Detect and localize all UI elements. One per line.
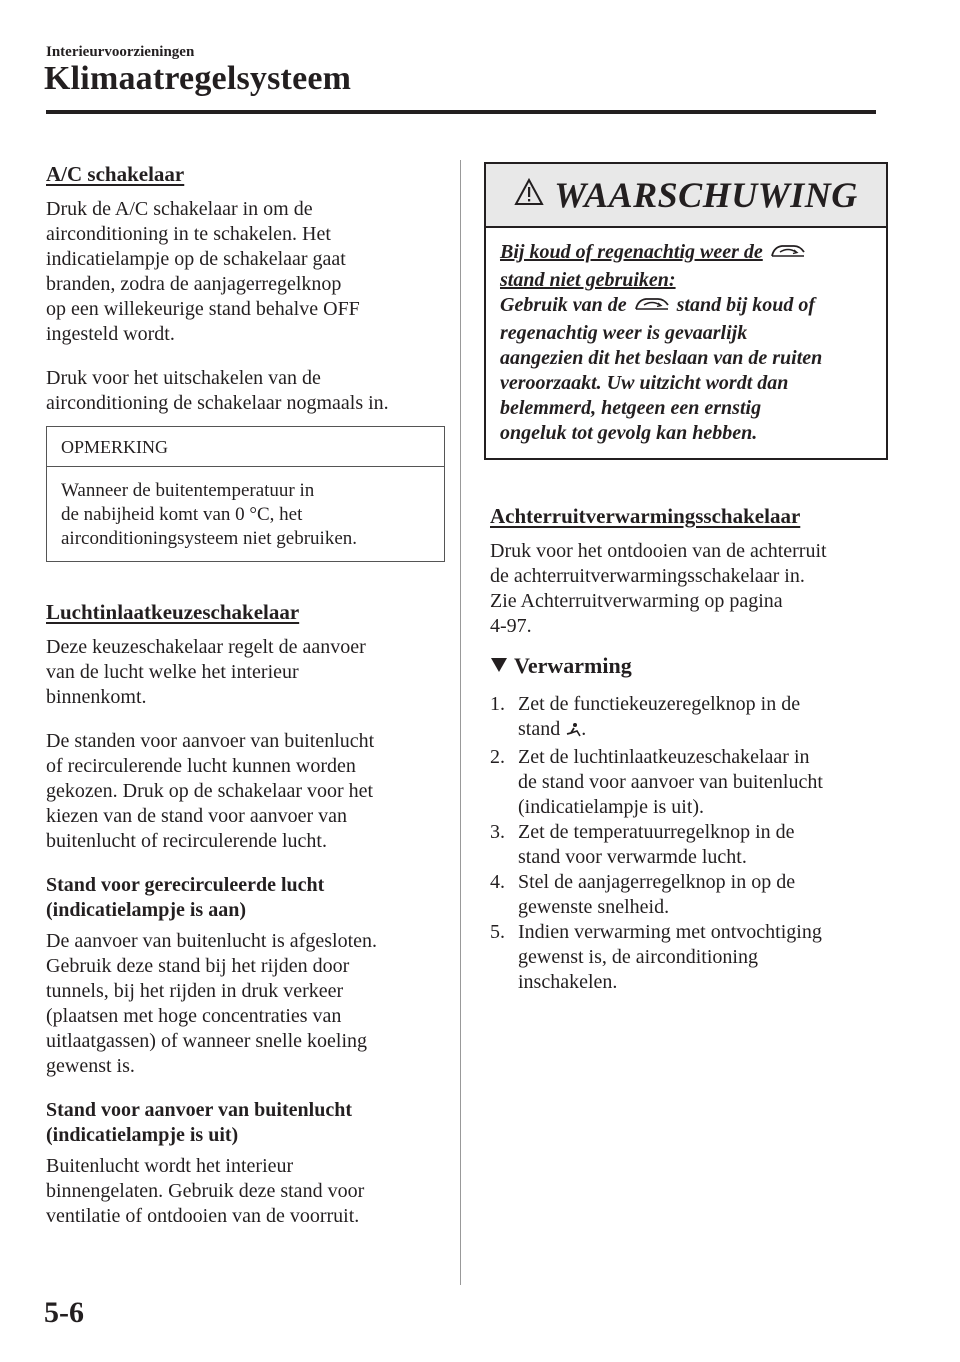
floor-vent-icon — [565, 720, 581, 745]
heating-heading-label: Verwarming — [514, 653, 632, 678]
note-title: OPMERKING — [47, 427, 444, 467]
heating-step — [490, 820, 882, 870]
warning-title: WAARSCHUWING — [554, 174, 858, 215]
warning-bold-line-1b: stand bij koud of — [676, 294, 816, 316]
ac-switch-paragraph-2: Druk voor het uitschakelen van de airconditioning de schakelaar nogmaals in. — [46, 367, 389, 414]
outside-air-mode-heading: Stand voor aanvoer van buitenlucht (indicatielampje is uit) — [46, 1099, 352, 1146]
recirculation-icon — [768, 241, 808, 268]
triangle-down-icon — [490, 653, 508, 678]
step-text: Zet de functiekeuzeregelknop in de stand . — [518, 692, 882, 745]
warning-body — [486, 228, 886, 458]
step-text: Zet de temperatuurregelknop in de stand voor verwarmde lucht. — [518, 821, 795, 868]
step-number: 3. — [490, 821, 505, 843]
warning-header — [486, 164, 886, 228]
heating-step — [490, 920, 882, 995]
note-body: Wanneer de buitentemperatuur in de nabijheid komt van 0 °C, het airconditioningsysteem niet gebruiken. — [61, 480, 358, 549]
heating-heading — [490, 653, 882, 678]
page-number: 5-6 — [44, 1296, 84, 1329]
ac-switch-heading: A/C schakelaar — [46, 162, 185, 186]
step-number: 5. — [490, 921, 505, 943]
air-intake-heading: Luchtinlaatkeuzeschakelaar — [46, 600, 300, 624]
recirculation-icon — [632, 294, 672, 321]
title-rule — [46, 110, 876, 114]
warning-underlined-line-2: stand niet gebruiken: — [500, 269, 676, 291]
step-text: Zet de luchtinlaatkeuzeschakelaar in de stand voor aanvoer van buitenlucht (indicatielampje is uit). — [518, 746, 823, 818]
step-text: Indien verwarming met ontvochtiging gewenst is, de airconditioning inschakelen. — [518, 921, 822, 993]
page-title: Klimaatregelsysteem — [44, 60, 352, 97]
step-number: 1. — [490, 693, 505, 715]
right-column — [490, 162, 882, 995]
ac-switch-paragraph-1: Druk de A/C schakelaar in om de airconditioning in te schakelen. Het indicatielampje op de schakelaar gaat branden, zodra de aanjagerregelknop op een willekeurige stand behalve OFF ingesteld wordt. — [46, 198, 360, 345]
recirculation-mode-heading: Stand voor gerecirculeerde lucht (indicatielampje is aan) — [46, 874, 325, 921]
left-column — [46, 162, 438, 1248]
air-intake-paragraph-2: De standen voor aanvoer van buitenlucht of recirculerende lucht kunnen worden gekozen. Druk op de schakelaar voor het kiezen van de stand voor aanvoer van buitenlucht of recirculerende lucht. — [46, 730, 375, 852]
warning-underlined-line-1: Bij koud of regenachtig weer de — [500, 241, 763, 263]
column-divider — [460, 160, 461, 1285]
rear-defroster-heading: Achterruitverwarmingsschakelaar — [490, 504, 801, 528]
warning-bold-rest: regenachtig weer is gevaarlijk aangezien dit het beslaan van de ruiten veroorzaakt. Uw uitzicht wordt dan belemmerd, hetgeen een ernstig ongeluk tot gevolg kan hebben. — [500, 322, 823, 444]
section-label: Interieurvoorzieningen — [46, 44, 195, 60]
step-number: 2. — [490, 746, 505, 768]
recirculation-mode-paragraph: De aanvoer van buitenlucht is afgesloten. Gebruik deze stand bij het rijden door tunnels, bij het rijden in druk verkeer (plaatsen met hoge concentraties van uitlaatgassen) of wanneer snelle koeling gewenst is. — [46, 930, 377, 1077]
warning-bold-line-1a: Gebruik van de — [500, 294, 627, 316]
rear-defroster-paragraph: Druk voor het ontdooien van de achterruit de achterruitverwarmingsschakelaar in. Zie Achterruitverwarming op pagina 4-97. — [490, 540, 827, 637]
air-intake-paragraph-1: Deze keuzeschakelaar regelt de aanvoer van de lucht welke het interieur binnenkomt. — [46, 636, 366, 708]
step-text: Stel de aanjagerregelknop in op de gewenste snelheid. — [518, 871, 796, 918]
heating-steps — [490, 692, 882, 995]
note-box — [46, 426, 445, 562]
warning-box — [484, 162, 888, 460]
heating-step — [490, 692, 882, 745]
step-number: 4. — [490, 871, 505, 893]
outside-air-mode-paragraph: Buitenlucht wordt het interieur binnengelaten. Gebruik deze stand voor ventilatie of ontdooien van de voorruit. — [46, 1155, 365, 1227]
heating-step — [490, 870, 882, 920]
warning-triangle-icon — [514, 178, 544, 213]
heating-step — [490, 745, 882, 820]
